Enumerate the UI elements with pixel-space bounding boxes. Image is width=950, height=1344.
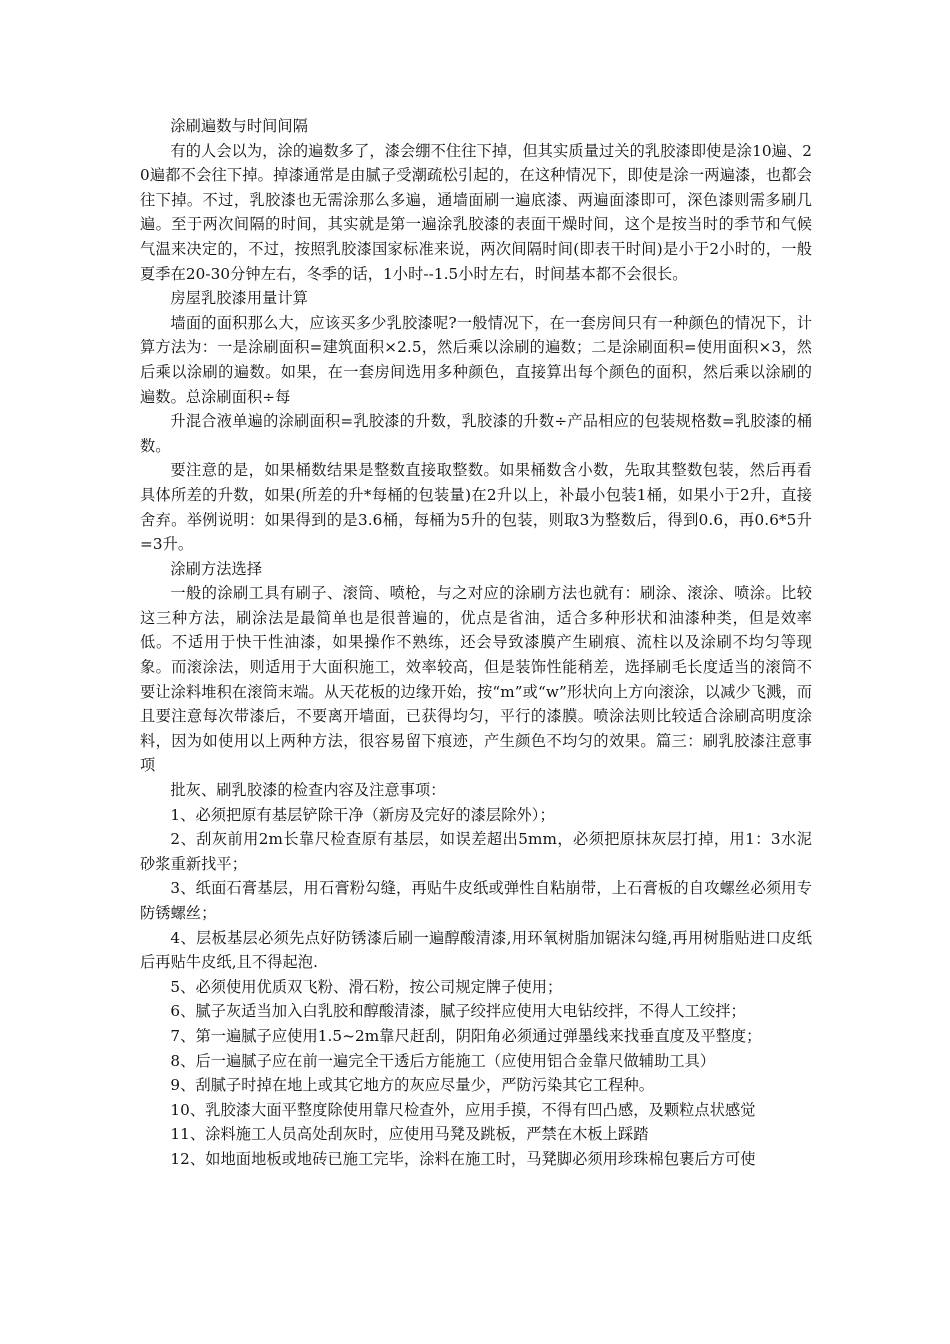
list-item: 5、必须使用优质双飞粉、滑石粉，按公司规定牌子使用； xyxy=(170,977,563,996)
section-heading-coating-method: 涂刷方法选择 xyxy=(170,559,263,578)
paragraph-coating-method: 一般的涂刷工具有刷子、滚筒、喷枪，与之对应的涂刷方法也就有：刷涂、滚涂、喷涂。比较这三种方法，刷涂法是最简单也是很普遍的，优点是省油，适合多种形状和油漆种类，但是效率低。不适用于快干性油漆，如果操作不熟练，还会导致漆膜产生刷痕、流柱以及涂刷不均匀等现象。而滚涂法，则适用于大面积施工，效率较高，但是装饰性能稍差，选择刷毛长度适当的滚筒不要让涂料堆积在滚筒末端。从天花板的边缘开始，按“m”或“w”形状向上方向滚涂，以减少飞溅，而且要注意每次带漆后，不要离开墙面，已获得均匀，平行的漆膜。喷涂法则比较适合涂刷高明度涂料，因为如使用以上两种方法，很容易留下痕迹，产生颜色不均匀的效果。篇三：刷乳胶漆注意事项 xyxy=(140,584,812,775)
list-item: 9、刮腻子时掉在地上或其它地方的灰应尽量少，严防污染其它工程种。 xyxy=(170,1076,655,1095)
list-item: 10、乳胶漆大面平整度除使用靠尺检查外，应用手摸，不得有凹凸感，及颗粒点状感觉 xyxy=(170,1100,756,1119)
paragraph-bucket-rounding: 要注意的是，如果桶数结果是整数直接取整数。如果桶数含小数，先取其整数包装，然后再看具体所差的升数，如果(所差的升*每桶的包装量)在2升以上，补最小包装1桶，如果小于2升，直接舍弃。举例说明：如果得到的是3.6桶，每桶为5升的包装，则取3为整数后，得到0.6，再0.6*5升=3升。 xyxy=(140,461,812,554)
list-heading-inspection: 批灰、刷乳胶漆的检查内容及注意事项： xyxy=(170,781,446,800)
list-item: 8、后一遍腻子应在前一遍完全干透后方能施工（应使用铝合金靠尺做辅助工具） xyxy=(170,1051,716,1070)
list-item: 6、腻子灰适当加入白乳胶和醇酸清漆，腻子绞拌应使用大电钻绞拌，不得人工绞拌； xyxy=(170,1002,746,1021)
list-item: 1、必须把原有基层铲除干净（新房及完好的漆层除外）； xyxy=(170,805,555,824)
paragraph-paint-usage-formula: 升混合液单遍的涂刷面积=乳胶漆的升数，乳胶漆的升数÷产品相应的包装规格数=乳胶漆的桶数。 xyxy=(140,412,812,455)
list-item: 11、涂料施工人员高处刮灰时，应使用马凳及跳板，严禁在木板上踩踏 xyxy=(170,1125,649,1144)
list-item: 12、如地面地板或地砖已施工完毕，涂料在施工时，马凳脚必须用珍珠棉包裹后方可使 xyxy=(170,1149,756,1168)
document-body xyxy=(140,114,812,1172)
list-item: 2、刮灰前用2m长靠尺检查原有基层，如误差超出5mm，必须把原抹灰层打掉，用1：3水泥砂浆重新找平； xyxy=(140,830,812,873)
paragraph-paint-usage: 墙面的面积那么大，应该买多少乳胶漆呢?一般情况下，在一套房间只有一种颜色的情况下，计算方法为：一是涂刷面积=建筑面积×2.5，然后乘以涂刷的遍数；二是涂刷面积=使用面积×3，然后乘以涂刷的遍数。如果，在一套房间选用多种颜色，直接算出每个颜色的面积，然后乘以涂刷的遍数。总涂刷面积÷每 xyxy=(140,313,812,406)
paragraph-coating-count: 有的人会以为，涂的遍数多了，漆会绷不住往下掉，但其实质量过关的乳胶漆即使是涂10遍、20遍都不会往下掉。掉漆通常是由腻子受潮疏松引起的，在这种情况下，即使是涂一两遍漆，也都会往下掉。不过，乳胶漆也无需涂那么多遍，通墙面刷一遍底漆、两遍面漆即可，深色漆则需多刷几遍。至于两次间隔的时间，其实就是第一遍涂乳胶漆的表面干燥时间，这个是按当时的季节和气候气温来决定的，不过，按照乳胶漆国家标准来说，两次间隔时间(即表干时间)是小于2小时的，一般夏季在20-30分钟左右，冬季的话，1小时--1.5小时左右，时间基本都不会很长。 xyxy=(140,141,812,283)
list-item: 7、第一遍腻子应使用1.5~2m靠尺赶刮，阴阳角必须通过弹墨线来找垂直度及平整度； xyxy=(170,1026,762,1045)
section-heading-paint-usage: 房屋乳胶漆用量计算 xyxy=(170,289,308,308)
section-heading-coating-count: 涂刷遍数与时间间隔 xyxy=(170,117,308,135)
list-item: 3、纸面石膏基层，用石膏粉勾缝，再贴牛皮纸或弹性自粘崩带，上石膏板的自攻螺丝必须用专防锈螺丝； xyxy=(140,879,812,922)
list-item: 4、层板基层必须先点好防锈漆后刷一遍醇酸清漆,用环氧树脂加锯沫勾缝,再用树脂贴进口皮纸后再贴牛皮纸,且不得起泡. xyxy=(140,928,812,972)
